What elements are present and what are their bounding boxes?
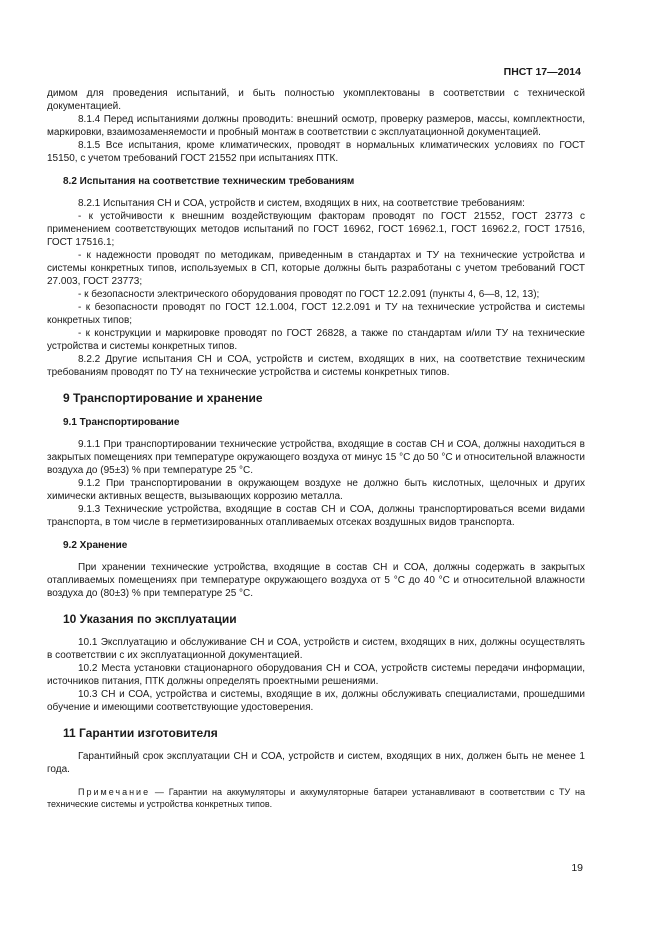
paragraph-10-1: 10.1 Эксплуатацию и обслуживание СН и СОА, устройств и систем, входящих в них, должны осуществлять в соответствии с их эксплуатационной документацией. (47, 637, 585, 661)
page-number: 19 (571, 862, 583, 874)
paragraph-9-2: При хранении технические устройства, входящие в состав СН и СОА, должны содержать в закрытых отапливаемых помещениях при температуре окружающего воздуха от 5 °С до 40 °С и относительной влажности воздуха до (80±3) % при температуре 25 °С. (47, 562, 585, 599)
heading-section-10: 10 Указания по эксплуатации (63, 612, 237, 626)
document-code: ПНСТ 17—2014 (503, 66, 581, 78)
paragraph-continued: димом для проведения испытаний, и быть полностью укомплектованы в соответствии с технической документацией. (47, 88, 585, 112)
list-item: - к безопасности проводят по ГОСТ 12.1.004, ГОСТ 12.2.091 и ТУ на технические устройства и системы конкретных типов; (47, 302, 585, 326)
paragraph-8-2-2: 8.2.2 Другие испытания СН и СОА, устройств и систем, входящих в них, на соответствие техническим требованиям проводят по ТУ на технические устройства и системы конкретных типов. (47, 354, 585, 378)
heading-8-2: 8.2 Испытания на соответствие техническим требованиям (63, 176, 355, 187)
paragraph-10-2: 10.2 Места установки стационарного оборудования СН и СОА, устройств системы передачи информации, источников питания, ПТК должны определять проектными решениями. (47, 663, 585, 687)
paragraph-10-3: 10.3 СН и СОА, устройства и системы, входящие в их, должны обслуживать специалистами, прошедшими обучение и имеющими соответствующие удостоверения. (47, 689, 585, 713)
heading-9-1: 9.1 Транспортирование (63, 417, 180, 428)
paragraph-8-2-1: 8.2.1 Испытания СН и СОА, устройств и систем, входящих в них, на соответствие требованиям: (78, 198, 525, 209)
note-label: Примечание (78, 787, 151, 797)
heading-section-9: 9 Транспортирование и хранение (63, 391, 263, 405)
list-item: - к безопасности электрического оборудования проводят по ГОСТ 12.2.091 (пункты 4, 6—8, 12, 13); (78, 289, 540, 300)
paragraph-9-1-3: 9.1.3 Технические устройства, входящие в состав СН и СОА, должны транспортироваться всеми видами транспорта, в том числе в герметизированных отапливаемых отсеках воздушных видов транспорта. (47, 504, 585, 528)
paragraph-9-1-2: 9.1.2 При транспортировании в окружающем воздухе не должно быть кислотных, щелочных и других химически активных веществ, вызывающих коррозию металла. (47, 478, 585, 502)
note-text: — Гарантии на аккумуляторы и аккумуляторные батареи устанавливают в соответствии с ТУ на технические системы и устройства конкретных типов. (47, 787, 585, 809)
heading-9-2: 9.2 Хранение (63, 540, 128, 551)
paragraph-9-1-1: 9.1.1 При транспортировании технические устройства, входящие в состав СН и СОА, должны находиться в закрытых помещениях при температуре окружающего воздуха от минус 15 °С до 50 °С и относительной влажности воздуха до (95±3) % при температуре 25 °С. (47, 439, 585, 476)
list-item: - к конструкции и маркировке проводят по ГОСТ 26828, а также по стандартам и/или ТУ на технические устройства и системы конкретных типов. (47, 328, 585, 352)
list-item: - к надежности проводят по методикам, приведенным в стандартах и ТУ на технические устройства и системы конкретных типов, используемых в СП, которые должны быть разработаны с учетом требований ГОСТ 27.003, ГОСТ 23773; (47, 250, 585, 287)
paragraph-11: Гарантийный срок эксплуатации СН и СОА, устройств и систем, входящих в них, должен быть не менее 1 года. (47, 751, 585, 775)
note (47, 786, 585, 810)
paragraph-8-1-4: 8.1.4 Перед испытаниями должны проводить: внешний осмотр, проверку размеров, массы, комплектности, маркировки, взаимозаменяемости и пробный монтаж в соответствии с эксплуатационной документацией. (47, 114, 585, 138)
list-item: - к устойчивости к внешним воздействующим факторам проводят по ГОСТ 21552, ГОСТ 23773 с применением соответствующих методов испытаний по ГОСТ 16962, ГОСТ 16962.1, ГОСТ 16962.2, ГОСТ 17516, ГОСТ 17516.1; (47, 211, 585, 248)
paragraph-8-1-5: 8.1.5 Все испытания, кроме климатических, проводят в нормальных климатических условиях по ГОСТ 15150, с учетом требований ГОСТ 21552 при испытаниях ПТК. (47, 140, 585, 164)
heading-section-11: 11 Гарантии изготовителя (63, 726, 218, 740)
page-content (47, 87, 585, 810)
